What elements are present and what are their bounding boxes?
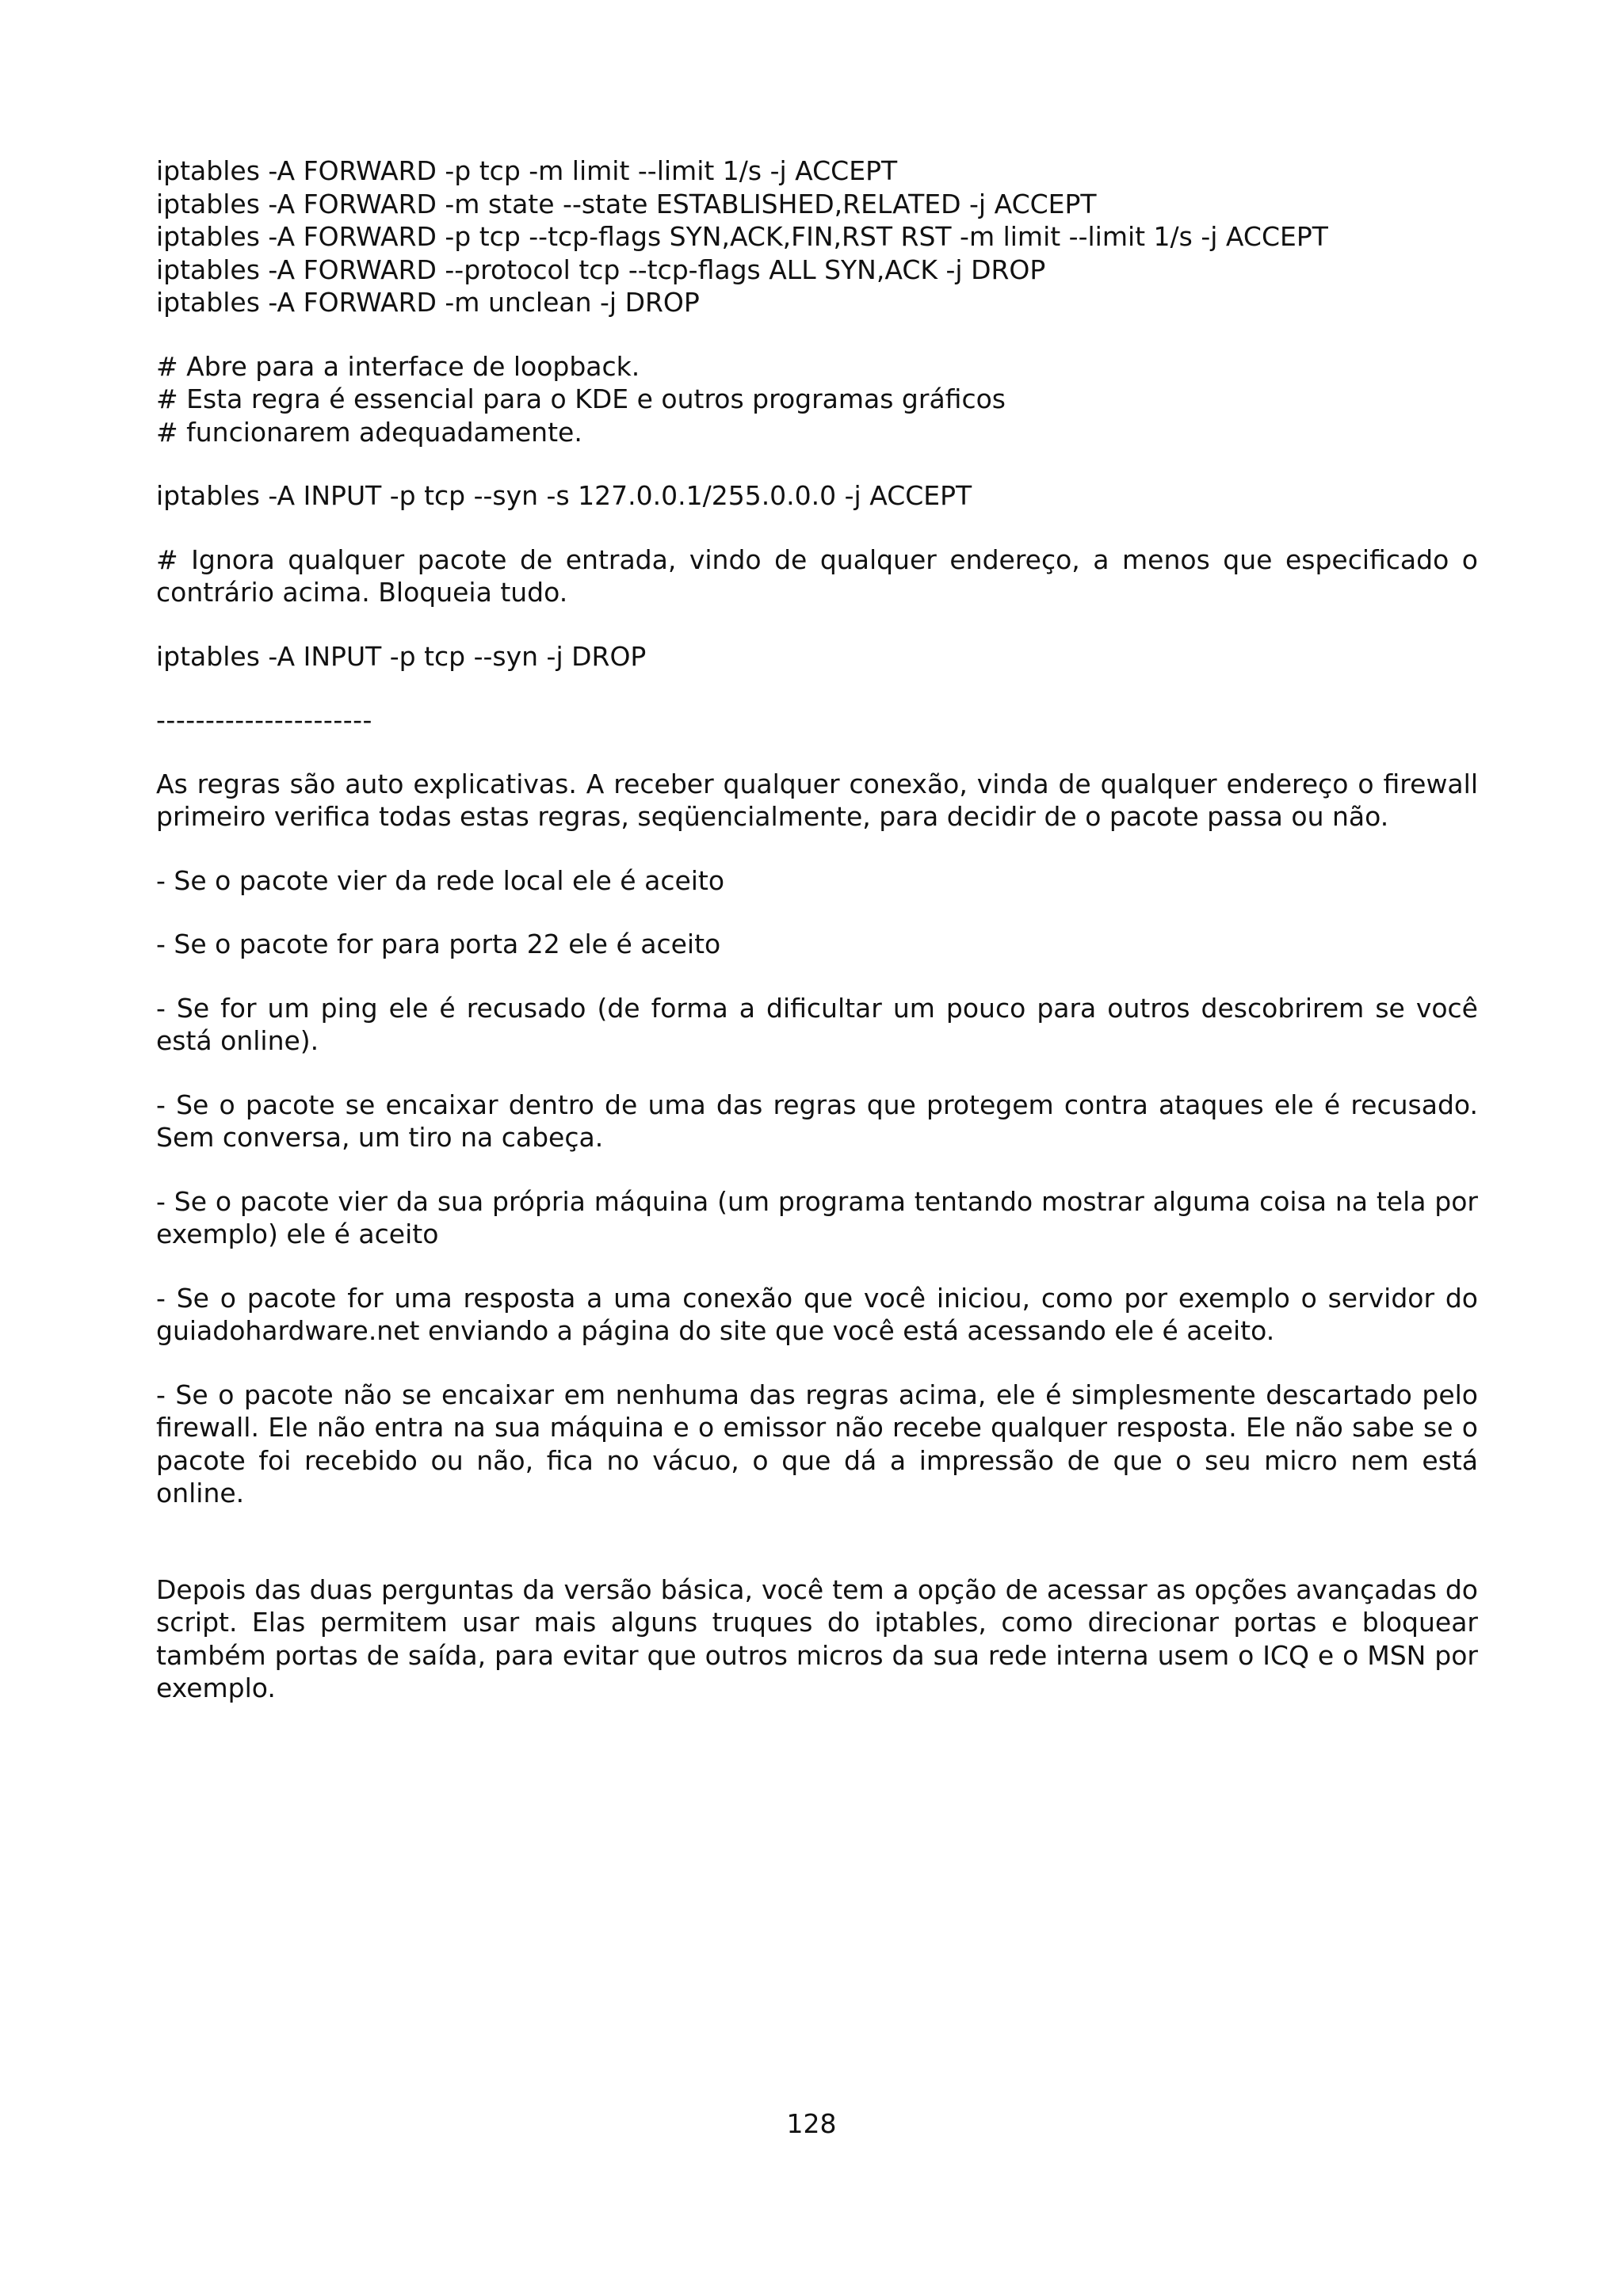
code-line: iptables -A FORWARD -p tcp -m limit --limit 1/s -j ACCEPT	[156, 155, 898, 186]
rule-item: - Se o pacote não se encaixar em nenhuma das regras acima, ele é simplesmente descartado pelo firewall. Ele não entra na sua máquina e o emissor não recebe qualquer resposta. Ele não sabe se o pacote foi recebido ou não, fica no vácuo, o que dá a impressão de que o seu micro nem está online.	[156, 1379, 1478, 1508]
comment-ignore: # Ignora qualquer pacote de entrada, vindo de qualquer endereço, a menos que especificado o contrário acima. Bloqueia tudo.	[156, 543, 1478, 608]
comment-line: # Abre para a interface de loopback.	[156, 350, 640, 382]
code-line-drop	[156, 640, 1478, 673]
rule-item: - Se o pacote for para porta 22 ele é aceito	[156, 929, 721, 959]
code-line: iptables -A FORWARD --protocol tcp --tcp-flags ALL SYN,ACK -j DROP	[156, 254, 1046, 285]
code-line: iptables -A FORWARD -m unclean -j DROP	[156, 287, 700, 318]
code-line: iptables -A INPUT -p tcp --syn -j DROP	[156, 640, 647, 672]
comment-line: # Esta regra é essencial para o KDE e outros programas gráficos	[156, 383, 1006, 414]
rule-item: - Se o pacote se encaixar dentro de uma das regras que protegem contra ataques ele é recusado. Sem conversa, um tiro na cabeça.	[156, 1089, 1478, 1153]
code-line: iptables -A FORWARD -p tcp --tcp-flags SYN,ACK,FIN,RST RST -m limit --limit 1/s -j ACCEPT	[156, 221, 1328, 252]
page-number: 128	[786, 2108, 837, 2139]
separator-line: ----------------------	[156, 704, 372, 735]
rule-item: - Se o pacote vier da rede local ele é aceito	[156, 864, 725, 896]
closing-paragraph: Depois das duas perguntas da versão básica, você tem a opção de acessar as opções avançadas do script. Elas permitem usar mais alguns truques do iptables, como direcionar portas e bloquear também portas de saída, para evitar que outros micros da sua rede interna usem o ICQ e o MSN por exemplo.	[156, 1573, 1478, 1703]
comment-line: # funcionarem adequadamente.	[156, 416, 582, 448]
rule-item: - Se o pacote vier da sua própria máquina (um programa tentando mostrar alguma coisa na tela por exemplo) ele é aceito	[156, 1185, 1478, 1249]
rule-item: - Se for um ping ele é recusado (de forma a dificultar um pouco para outros descobrirem se você está online).	[156, 992, 1478, 1056]
document-body	[156, 154, 1478, 1736]
comment-block-loopback	[156, 350, 1478, 449]
intro-paragraph: As regras são auto explicativas. A receber qualquer conexão, vinda de qualquer endereço o firewall primeiro verifica todas estas regras, seqüencialmente, para decidir de o pacote passa ou não.	[156, 768, 1478, 832]
code-block-forward-rules	[156, 154, 1478, 319]
code-line: iptables -A INPUT -p tcp --syn -s 127.0.0.1/255.0.0.0 -j ACCEPT	[156, 480, 972, 511]
code-line-loopback	[156, 479, 1478, 513]
code-line: iptables -A FORWARD -m state --state ESTABLISHED,RELATED -j ACCEPT	[156, 188, 1097, 219]
rule-item: - Se o pacote for uma resposta a uma conexão que você iniciou, como por exemplo o servidor do guiadohardware.net enviando a página do site que você está acessando ele é aceito.	[156, 1282, 1478, 1346]
